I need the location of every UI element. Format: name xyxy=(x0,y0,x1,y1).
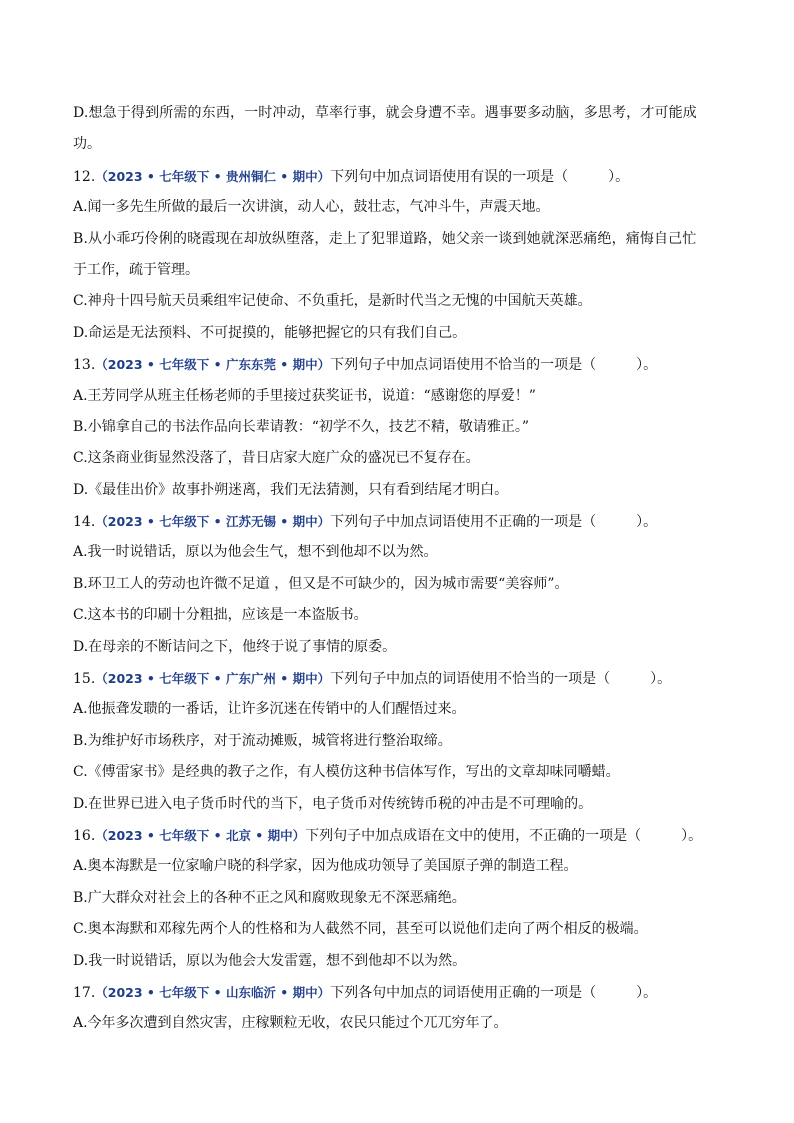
question-stem xyxy=(73,977,721,1008)
question-number: 16. xyxy=(73,827,96,844)
question-number: 17. xyxy=(73,984,96,1001)
question-stem xyxy=(73,161,721,192)
question-source-tag: （2023 • 七年级下 • 北京 • 期中） xyxy=(95,827,306,843)
question-text: 下列各句中加点的词语使用正确的一项是（ xyxy=(330,984,597,1001)
option-line: B.广大群众对社会上的各种不正之风和腐败现象无不深恶痛绝。 xyxy=(73,889,466,906)
option-line: B.从小乖巧伶俐的晓霞现在却放纵堕落，走上了犯罪道路，她父亲一谈到她就深恶痛绝，痛悔自己忙 xyxy=(73,230,697,247)
question-text: 下列句子中加点成语在文中的使用，不正确的一项是（ xyxy=(305,827,642,844)
option-line: D.命运是无法预料、不可捉摸的，能够把握它的只有我们自己。 xyxy=(73,324,467,341)
question-list xyxy=(73,161,721,1040)
option-line: D.《最佳出价》故事扑朔迷离，我们无法猜测，只有看到结尾才明白。 xyxy=(73,481,509,498)
question-end: ）。 xyxy=(636,357,658,374)
option-line: B.为维护好市场秩序，对于流动摊贩，城管将进行整治取缔。 xyxy=(73,732,452,749)
question-number: 12. xyxy=(73,168,96,185)
option-line: B.小锦拿自己的书法作品向长辈请教：“初学不久，技艺不精，敬请雅正。” xyxy=(73,418,530,435)
question-end: ）。 xyxy=(608,168,630,185)
question-stem xyxy=(73,663,721,694)
question-text: 下列句子中加点词语使用不恰当的一项是（ xyxy=(330,357,597,374)
question-15 xyxy=(73,663,721,820)
question-source-tag: （2023 • 七年级下 • 山东临沂 • 期中） xyxy=(95,984,331,1000)
option-line: A.我一时说错话，原以为他会生气，想不到他却不以为然。 xyxy=(73,544,438,561)
question-source-tag: （2023 • 七年级下 • 广东广州 • 期中） xyxy=(95,671,331,687)
option-line: A.闻一多先生所做的最后一次讲演，动人心，鼓壮志，气冲斗牛，声震天地。 xyxy=(73,199,550,216)
question-number: 14. xyxy=(73,514,96,531)
question-14 xyxy=(73,506,721,663)
question-stem xyxy=(73,820,721,851)
question-end: ）。 xyxy=(636,514,658,531)
option-line: A.奥本海默是一位家喻户晓的科学家，因为他成功领导了美国原子弹的制造工程。 xyxy=(73,858,578,875)
question-text: 下列句中加点词语使用有误的一项是（ xyxy=(330,168,569,185)
page-content xyxy=(73,98,721,1040)
question-source-tag: （2023 • 七年级下 • 贵州铜仁 • 期中） xyxy=(95,168,331,184)
question-13 xyxy=(73,349,721,506)
question-12 xyxy=(73,161,721,349)
question-number: 13. xyxy=(73,357,96,374)
option-line: D.在母亲的不断诘问之下，他终于说了事情的原委。 xyxy=(73,638,397,655)
question-text: 下列句子中加点的词语使用不恰当的一项是（ xyxy=(330,671,611,688)
option-line: C.这条商业街显然没落了，昔日店家大庭广众的盛况已不复存在。 xyxy=(73,450,480,467)
question-end: ）。 xyxy=(650,671,672,688)
option-line: C.奥本海默和邓稼先两个人的性格和为人截然不同，甚至可以说他们走向了两个相反的极端。 xyxy=(73,921,648,938)
question-stem xyxy=(73,506,721,537)
option-line: A.他振聋发聩的一番话，让许多沉迷在传销中的人们醒悟过来。 xyxy=(73,701,466,718)
option-line: A.王芳同学从班主任杨老师的手里接过获奖证书，说道：“感谢您的厚爱！” xyxy=(73,387,536,404)
option-line: C.神舟十四号航天员乘组牢记使命、不负重托，是新时代当之无愧的中国航天英雄。 xyxy=(73,293,592,310)
option-line: C.这本书的印刷十分粗拙，应该是一本盗版书。 xyxy=(73,607,368,624)
option-d-line-1: D.想急于得到所需的东西，一时冲动，草率行事，就会身遭不幸。遇事要多动脑，多思考，才可能成 xyxy=(73,105,697,121)
option-line: 于工作，疏于管理。 xyxy=(73,261,199,278)
question-17 xyxy=(73,977,721,1040)
question-source-tag: （2023 • 七年级下 • 江苏无锡 • 期中） xyxy=(95,514,331,530)
question-number: 15. xyxy=(73,671,96,688)
option-line: D.我一时说错话，原以为他会大发雷霆，想不到他却不以为然。 xyxy=(73,952,467,969)
question-source-tag: （2023 • 七年级下 • 广东东莞 • 期中） xyxy=(95,357,331,373)
option-line: B.环卫工人的劳动也许微不足道 ，但又是不可缺少的，因为城市需要“美容师”。 xyxy=(73,575,569,592)
question-end: ）。 xyxy=(636,984,658,1001)
option-line: D.在世界已进入电子货币时代的当下，电子货币对传统铸币税的冲击是不可理喻的。 xyxy=(73,795,593,812)
question-end: ）。 xyxy=(681,827,703,844)
question-stem xyxy=(73,349,721,380)
option-line: C.《傅雷家书》是经典的教子之作，有人模仿这种书信体写作，写出的文章却味同嚼蜡。 xyxy=(73,764,620,781)
option-d-line-2: 功。 xyxy=(73,136,101,153)
question-16 xyxy=(73,820,721,977)
option-line: A.今年多次遭到自然灾害，庄稼颗粒无收，农民只能过个兀兀穷年了。 xyxy=(73,1015,508,1032)
question-text: 下列句子中加点词语使用不正确的一项是（ xyxy=(330,514,597,531)
